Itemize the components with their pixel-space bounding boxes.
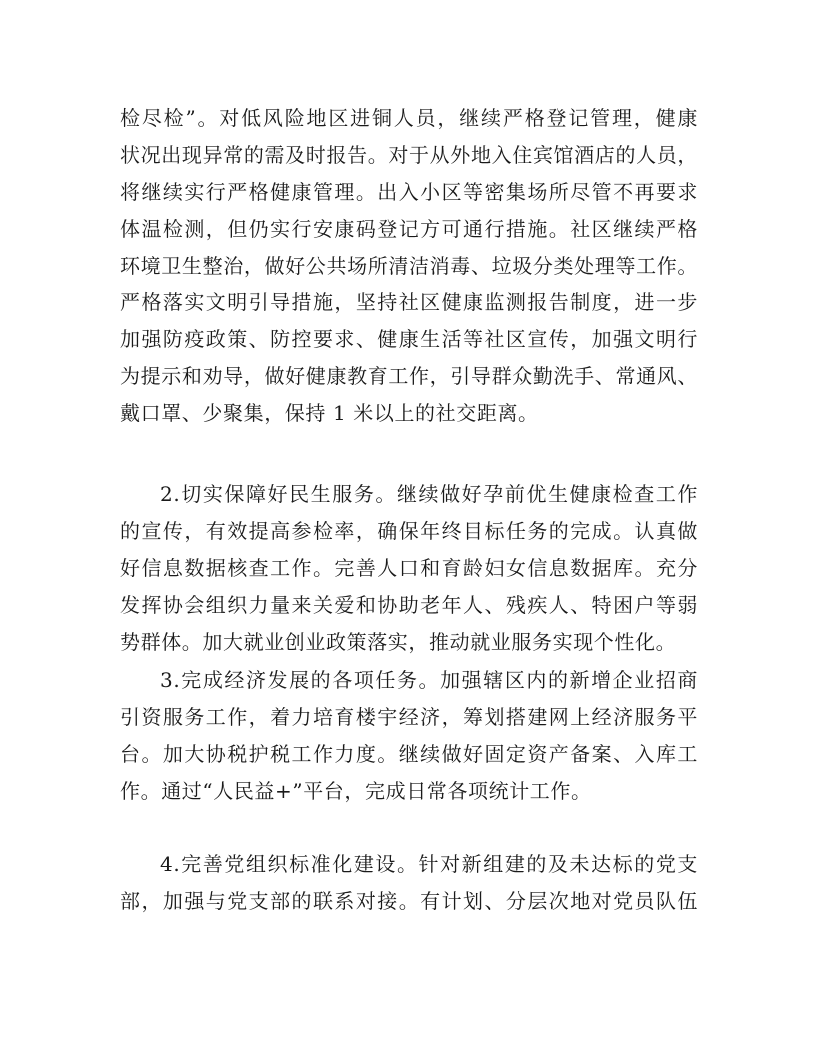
text-line: 的宣传，有效提高参检率，确保年终目标任务的完成。认真做: [120, 518, 698, 543]
text-line: 检尽检”。对低风险地区进铜人员，继续严格登记管理，健康: [120, 106, 698, 130]
text-line: 3.完成经济发展的各项任务。加强辖区内的新增企业招商: [160, 668, 698, 692]
text-line: 部，加强与党支部的联系对接。有计划、分层次地对党员队伍: [120, 888, 698, 913]
paragraph-epidemic-prevention: [120, 100, 698, 432]
paragraph-livelihood-services: [120, 476, 698, 660]
text-line: 势群体。加大就业创业政策落实，推动就业服务实现个性化。: [120, 629, 677, 654]
text-line: 体温检测，但仍实行安康码登记方可通行措施。社区继续严格: [120, 216, 698, 241]
text-line: 台。加大协税护税工作力度。继续做好固定资产备案、入库工: [120, 741, 698, 766]
text-line: 发挥协会组织力量来关爱和协助老年人、残疾人、特困户等弱: [120, 592, 698, 617]
text-line: 环境卫生整治，做好公共场所清洁消毒、垃圾分类处理等工作。: [120, 253, 698, 278]
text-line: 作。通过“人民益+”平台，完成日常各项统计工作。: [120, 778, 592, 803]
text-line: 戴口罩、少聚集，保持 1 米以上的社交距离。: [120, 401, 539, 426]
text-line: 4.完善党组织标准化建设。针对新组建的及未达标的党支: [160, 852, 698, 876]
text-line: 加强防疫政策、防控要求、健康生活等社区宣传，加强文明行: [120, 327, 698, 352]
paragraph-economic-tasks: [120, 662, 698, 810]
text-line: 状况出现异常的需及时报告。对于从外地入住宾馆酒店的人员，: [120, 142, 698, 167]
text-line: 2.切实保障好民生服务。继续做好孕前优生健康检查工作: [160, 482, 698, 506]
text-line: 将继续实行严格健康管理。出入小区等密集场所尽管不再要求: [120, 179, 698, 204]
paragraph-party-organization: [120, 846, 698, 920]
text-line: 引资服务工作，着力培育楼宇经济，筹划搭建网上经济服务平: [120, 704, 698, 729]
text-line: 严格落实文明引导措施，坚持社区健康监测报告制度，进一步: [120, 290, 698, 315]
text-line: 好信息数据核查工作。完善人口和育龄妇女信息数据库。充分: [120, 555, 698, 580]
text-line: 为提示和劝导，做好健康教育工作，引导群众勤洗手、常通风、: [120, 364, 698, 389]
